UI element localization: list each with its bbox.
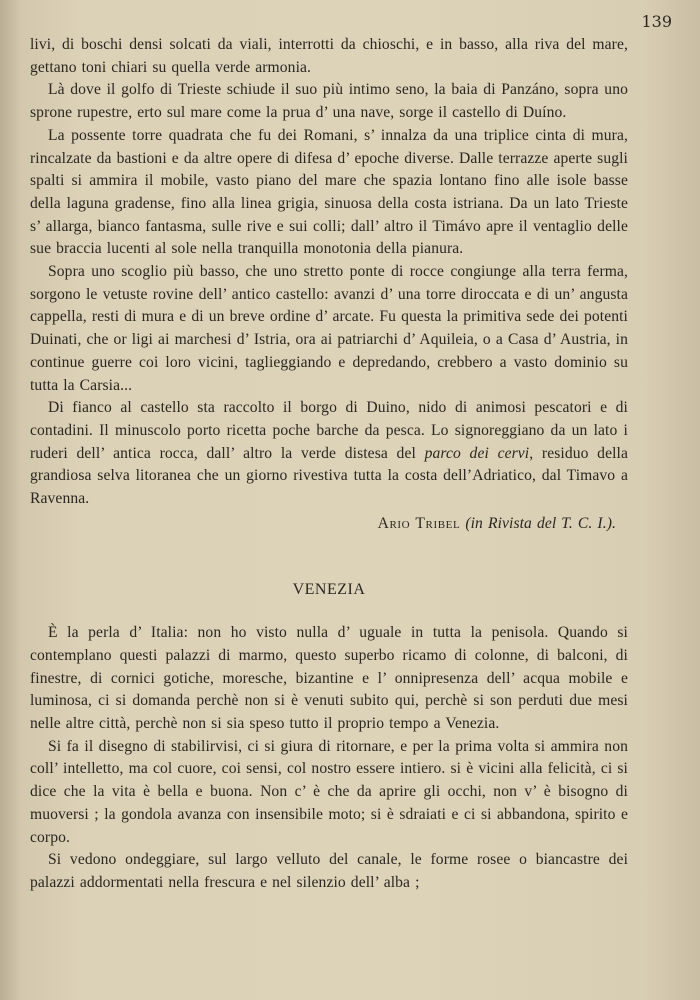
paragraph: Sopra uno scoglio più basso, che uno stretto ponte di rocce congiunge alla terra ferma, sorgono le vetuste rovine dell’ antico castello: avanzi d’ una torre diroccata e di un’ angusta cappella, resti di mura e di un breve ordine d’ arcate. Fu questa la primitiva sede dei potenti Duinati, che or ligi ai marchesi d’ Istria, ora ai patriarchi d’ Aquileia, o a Casa d’ Austria, in continue guerre coi loro vicini, taglieggiando e depredando, crebbero a vasto dominio su tutta la Carsia... <box>30 263 628 394</box>
attribution-author: Ario Tribel <box>377 514 461 532</box>
attribution <box>30 513 616 536</box>
paragraph-text: Di fianco al castello sta raccolto il borgo di Duino, nido di animosi pescatori e di contadini. Il minuscolo porto ricetta poche barche da pesca. Lo signoreggiano da un lato i ruderi dell’ antica rocca, dall’ altro la verde distesa del <box>30 399 628 462</box>
italic-phrase: parco dei cervi <box>424 444 530 462</box>
section-title: VENEZIA <box>292 581 366 599</box>
paragraph: La possente torre quadrata che fu dei Romani, s’ innalza da una triplice cinta di mura, rincalzate da bastioni e da altre opere di difesa d’ epoche diverse. Dalle terrazze aperte sugli spalti si ammira il mobile, vasto piano del mare che spazia lontano fino alle isole basse della laguna gradense, fino alla linea grigia, sinuosa della costa istriana. Da un lato Trieste s’ allarga, bianco fantasma, sulle rive e sui colli; dall’ altro il Timávo apre il ventaglio delle sue braccia lucenti al sole nella tranquilla monotonia della pianura. <box>30 126 628 258</box>
paragraph: Si vedono ondeggiare, sul largo velluto del canale, le forme rosee o biancastre dei palazzi addormentati nella frescura e nel silenzio dell’ alba ; <box>30 851 628 891</box>
paragraph-text: , residuo della grandiosa selva litoranea che un giorno rivestiva tutta la costa dell’Adriatico, dal Timavo a Ravenna. <box>30 444 628 508</box>
attribution-source: (in Rivista del T. C. I.). <box>465 514 616 532</box>
paragraph: È la perla d’ Italia: non ho visto nulla d’ uguale in tutta la penisola. Quando si contemplano questi palazzi di marmo, questo superbo ricamo di colonne, di balconi, di finestre, di cornici gotiche, moresche, bizantine e l’ onnipresenza dell’ acqua mobile e luminosa, ci si domanda perchè non si è venuti subito qui, perchè si son perduti due mesi nelle altre città, perchè non si sia speso tutto il proprio tempo a Venezia. <box>30 624 628 732</box>
paragraph: Si fa il disegno di stabilirvisi, ci si giura di ritornare, e per la prima volta si ammira non coll’ intelletto, ma col cuore, coi sensi, col nostro essere intiero. si è vicini alla felicità, ci si dice che la vita è bella e buona. Non c’ è che da aprire gli occhi, non v’ è bisogno di muoversi ; la gondola avanza con insensibile moto; si è sdraiati e ci si abbandona, spirito e corpo. <box>30 737 628 846</box>
paragraph <box>30 397 628 511</box>
page-number: 139 <box>641 12 672 31</box>
page-body <box>30 34 628 895</box>
paragraph: Là dove il golfo di Trieste schiude il suo più intimo seno, la baia di Panzáno, sopra uno sprone rupestre, erto sul mare come la prua d’ una nave, sorge il castello di Duíno. <box>30 81 628 122</box>
paragraph: livi, di boschi densi solcati da viali, interrotti da chioschi, e in basso, alla riva del mare, gettano toni chiari su quella verde armonia. <box>30 36 628 76</box>
